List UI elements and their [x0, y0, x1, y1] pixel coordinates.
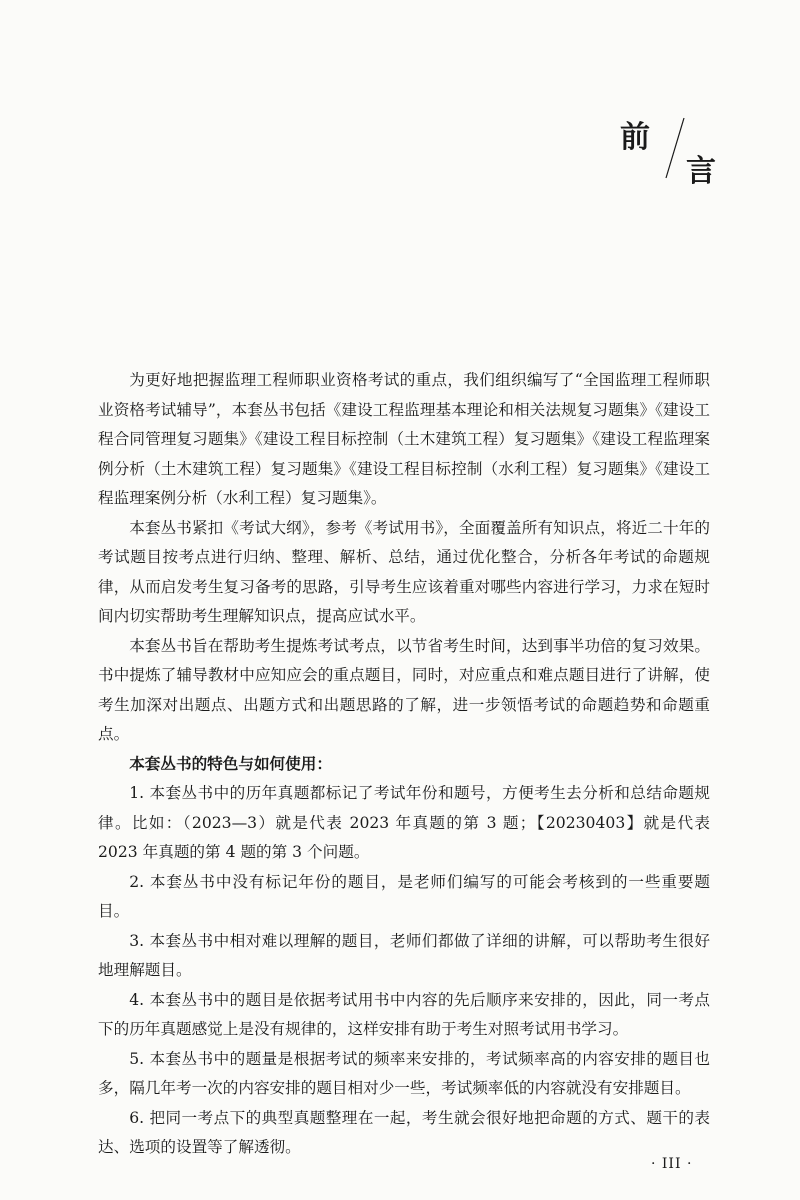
- paragraph: 本套丛书紧扣《考试大纲》，参考《考试用书》，全面覆盖所有知识点，将近二十年的考试题目按考点进行归纳、整理、解析、总结，通过优化整合，分析各年考试的命题规律，从而启发考生复习备考的思路，引导考生应该着重对哪些内容进行学习，力求在短时间内切实帮助考生理解知识点，提高应试水平。: [98, 518, 710, 625]
- title-slash: [664, 116, 686, 180]
- feature-item: 4. 本套丛书中的题目是依据考试用书中内容的先后顺序来安排的，因此，同一考点下的历年真题感觉上是没有规律的，这样安排有助于考生对照考试用书学习。: [98, 990, 710, 1038]
- title-char-qian: 前: [620, 120, 650, 155]
- feature-item: 3. 本套丛书中相对难以理解的题目，老师们都做了详细的讲解，可以帮助考生很好地理解题目。: [98, 931, 710, 979]
- paragraph: 本套丛书旨在帮助考生提炼考试考点，以节省考生时间，达到事半功倍的复习效果。书中提炼了辅导教材中应知应会的重点题目，同时，对应重点和难点题目进行了讲解，使考生加深对出题点、出题方式和出题思路的了解，进一步领悟考试的命题趋势和命题重点。: [98, 636, 710, 743]
- feature-item: 1. 本套丛书中的历年真题都标记了考试年份和题号，方便考生去分析和总结命题规律。比如：（2023—3）就是代表 2023 年真题的第 3 题；【20230403】就是代表 2023 年真题的第 4 题的第 3 个问题。: [98, 784, 710, 861]
- features-heading: 本套丛书的特色与如何使用：: [129, 754, 332, 773]
- title-char-yan: 言: [686, 154, 716, 189]
- page-number: · III ·: [651, 1156, 693, 1172]
- preface-body: [98, 366, 710, 1163]
- feature-item: 2. 本套丛书中没有标记年份的题目，是老师们编写的可能会考核到的一些重要题目。: [98, 872, 710, 920]
- feature-item: 6. 把同一考点下的典型真题整理在一起，考生就会很好地把命题的方式、题干的表达、选项的设置等了解透彻。: [98, 1108, 710, 1156]
- feature-item: 5. 本套丛书中的题量是根据考试的频率来安排的，考试频率高的内容安排的题目也多，隔几年考一次的内容安排的题目相对少一些，考试频率低的内容就没有安排题目。: [98, 1049, 710, 1097]
- preface-title: [620, 112, 730, 192]
- paragraph: 为更好地把握监理工程师职业资格考试的重点，我们组织编写了“全国监理工程师职业资格考试辅导”，本套丛书包括《建设工程监理基本理论和相关法规复习题集》《建设工程合同管理复习题集》《建设工程目标控制（土木建筑工程）复习题集》《建设工程监理案例分析（土木建筑工程）复习题集》《建设工程目标控制（水利工程）复习题集》《建设工程监理案例分析（水利工程）复习题集》。: [98, 371, 710, 507]
